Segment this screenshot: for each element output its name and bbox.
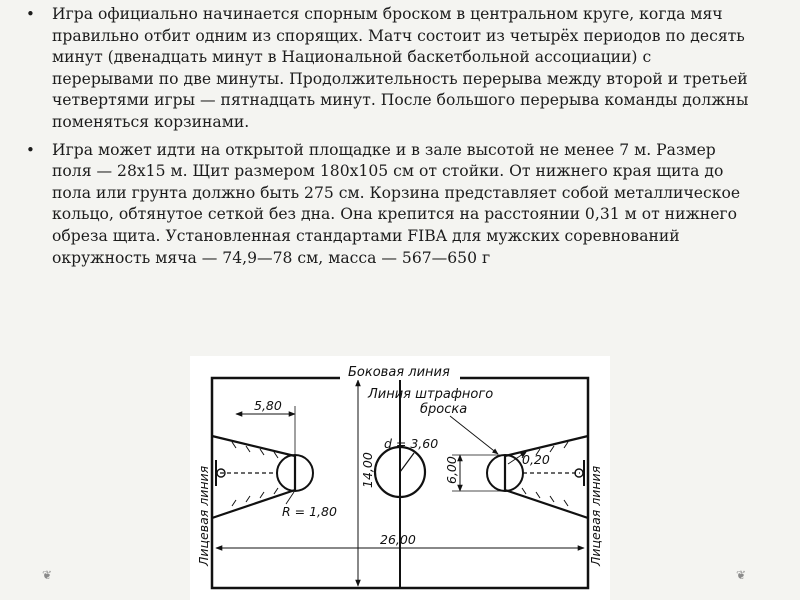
right-key: [505, 436, 588, 518]
ornament-right-icon: ❦: [736, 568, 747, 582]
ornament-left-icon: ❦: [42, 568, 53, 582]
end-line-left-label: Лицевая линия: [196, 465, 211, 566]
bullet-marker: •: [26, 5, 35, 23]
dim-d-3-60: d = 3,60: [384, 436, 439, 451]
bullet-text-2: Игра может идти на открытой площадке и в зале высотой не менее 7 м. Размер поля — 28x15 м. Щит размером 180x105 см от стойки. От нижнего края щита до пола или грунта должно быть 275 см. Корзина представляет собой металлическое кольцо, обтянутое сеткой без дна. Она крепится на расстоянии 0,31 м от нижнего обреза щита. Установленная стандартами FIBA для мужских соревнований окружность мяча — 74,9—78 см, масса — 567—650 г: [52, 140, 741, 267]
bullet-item-1: [22, 4, 752, 134]
free-throw-line-label-1: Линия штрафного: [368, 387, 494, 402]
bullet-item-2: [22, 140, 752, 270]
dim-14-00: 14,00: [360, 452, 375, 488]
bullet-marker: •: [26, 140, 35, 159]
court-diagram: [190, 356, 610, 600]
dim-r-1-80: R = 1,80: [282, 504, 337, 519]
side-line-label: Боковая линия: [348, 365, 450, 380]
bullet-list: [22, 4, 752, 275]
free-throw-line-label-2: броска: [420, 402, 468, 417]
center-radius: [400, 453, 414, 472]
dim-6-00: 6,00: [444, 456, 459, 484]
dim-5-80: 5,80: [254, 398, 282, 413]
bullet-text-1: Игра официально начинается спорным броском в центральном круге, когда мяч правильно отбит одним из спорящих. Матч состоит из четырёх периодов по десять минут (двенадцать минут в Национальной баскетбольной ассоциации) с перерывами по две минуты. Продолжительность перерыва между второй и третьей четвертями игры — пятнадцать минут. После большого перерыва команды должны поменяться корзинами.: [52, 5, 749, 131]
dim-26-00: 26,00: [380, 532, 416, 547]
court-diagram-svg: [190, 356, 610, 600]
end-line-right-label: Лицевая линия: [588, 465, 603, 566]
dim-0-20: 0,20: [522, 452, 550, 467]
